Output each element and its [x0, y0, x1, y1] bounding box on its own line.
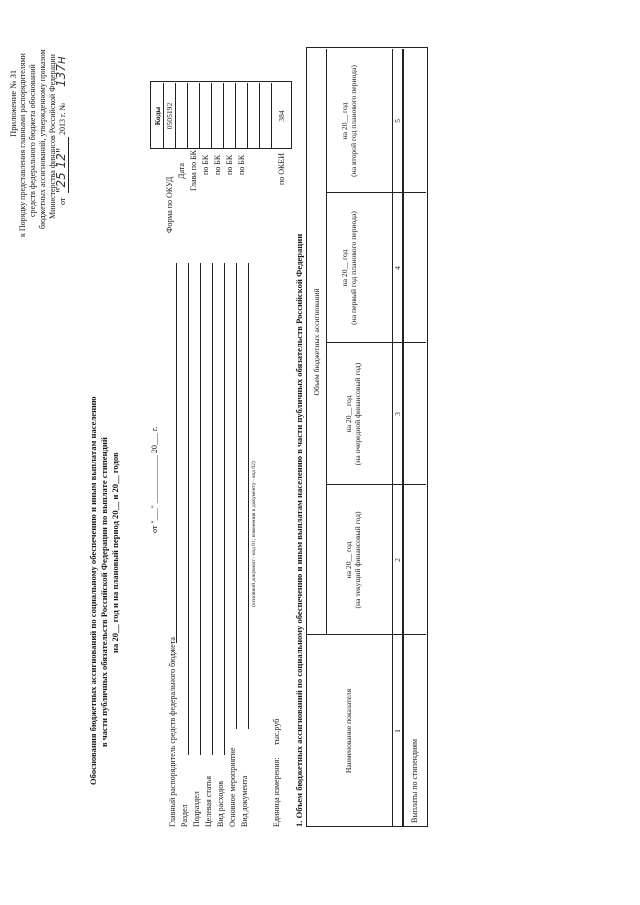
- code-label-bk: по БК: [225, 154, 234, 175]
- code-label-okei: по ОКЕИ: [277, 152, 286, 185]
- order-number-handwritten: 137н: [54, 56, 68, 87]
- appendix-line: средств федерального бюджета обоснований: [28, 64, 37, 217]
- label-expense-type: Вид расходов: [216, 781, 225, 827]
- appendix-line: бюджетных ассигнований, утвержденному приказом: [38, 49, 47, 229]
- table-col-line: [306, 634, 426, 635]
- col-header-line2: (на очередной финансовый год): [353, 362, 362, 466]
- code-label-bk: по БК: [201, 154, 210, 175]
- col-header-line2: (на текущий финансовый год): [353, 511, 362, 609]
- order-year: 2013 г. №: [58, 102, 67, 135]
- group-header: Объем бюджетных ассигнований: [312, 288, 321, 396]
- code-label-bk: по БК: [213, 154, 222, 175]
- document-title: Обоснования бюджетных ассигнований по социальному обеспечению и иным выплатам населению: [88, 396, 98, 785]
- codes-row-line: [223, 83, 224, 149]
- col-number: 2: [393, 558, 402, 562]
- col-number: 3: [393, 412, 402, 416]
- appendix-line: к Порядку представления главными распорядителями: [18, 53, 27, 237]
- table-col-line: [326, 342, 426, 343]
- codes-row-line: [199, 83, 200, 149]
- table-col-line: [326, 192, 426, 193]
- section1-title: 1. Объем бюджетных ассигнований по социальному обеспечению и иным выплатам населению в части публичных обязательств Российской Федерации: [294, 233, 304, 827]
- document-title-line2: в части публичных обязательств Российской Федерации по выплате стипендий: [99, 437, 109, 747]
- document-type-note: (основной документ - код 01; изменения к документу - код 02): [251, 461, 257, 607]
- codes-divider: [163, 83, 164, 149]
- col-header-line2: (на первый год планового периода): [349, 211, 358, 325]
- code-value-okei: 384: [277, 110, 286, 122]
- appendix-line: Министерства финансов Российской Федерации: [48, 54, 57, 219]
- field-line: [176, 263, 177, 643]
- field-line: [200, 263, 201, 755]
- codes-row-line: [235, 83, 236, 149]
- codes-row-line: [271, 83, 272, 149]
- field-line: [236, 263, 237, 729]
- label-section: Раздел: [180, 804, 189, 827]
- field-line: [248, 263, 249, 729]
- table-group-line: [326, 49, 327, 635]
- codes-row-line: [187, 83, 188, 149]
- col-header-current-year: [344, 487, 362, 633]
- code-value-okud: 0505192: [165, 102, 174, 130]
- codes-row-line: [211, 83, 212, 149]
- label-main-event: Основное мероприятие: [228, 747, 237, 827]
- label-target-article: Целевая статья: [204, 775, 213, 827]
- codes-row-line: [247, 83, 248, 149]
- col-header-plan-year1: [340, 195, 358, 341]
- col-header-line1: на 20__ год: [340, 249, 349, 287]
- codes-row-line: [175, 83, 176, 149]
- col-number: 1: [393, 729, 402, 733]
- col-header-line1: на 20__ год: [344, 541, 353, 579]
- label-subsection: Подраздел: [192, 791, 201, 827]
- document-title-line3: на 20__ год и на плановый период 20__ и 20__ годов: [110, 452, 120, 653]
- label-document-type: Вид документа: [240, 775, 249, 827]
- col-header-plan-year2: [340, 51, 358, 191]
- table-col-line: [326, 484, 426, 485]
- codes-row-line: [259, 83, 260, 149]
- order-date-handwritten: "25 12": [54, 147, 68, 193]
- field-line: [224, 263, 225, 755]
- unit-value: тыс.руб: [272, 718, 281, 745]
- code-label-date: Дата: [177, 163, 186, 179]
- code-label-okud: Форма по ОКУД: [165, 176, 174, 233]
- col-number: 5: [393, 119, 402, 123]
- unit-label: Единица измерения:: [272, 757, 281, 827]
- field-line: [212, 263, 213, 755]
- col-number: 4: [393, 266, 402, 270]
- col-header-next-year: [344, 345, 362, 483]
- col-header-line1: на 20__ год: [340, 102, 349, 140]
- order-date-underline: [68, 137, 69, 193]
- order-prefix: от: [58, 197, 67, 205]
- appendix-title: Приложение № 31: [8, 69, 18, 137]
- table-number-line: [402, 49, 404, 827]
- label-main-distributor: Главный распорядитель средств федерального бюджета: [168, 637, 177, 827]
- codes-header: Коды: [153, 106, 162, 126]
- document-date-line: от "___" ____________ 20___ г.: [150, 426, 159, 533]
- code-label-bk: по БК: [237, 154, 246, 175]
- code-label-glava: Глава по БК: [189, 150, 198, 191]
- field-line: [188, 263, 189, 755]
- main-table: [306, 47, 428, 827]
- col-name-header: Наименование показателя: [344, 688, 353, 774]
- col-header-line1: на 20__ год: [344, 395, 353, 433]
- col-header-line2: (на второй год планового периода): [349, 65, 358, 177]
- row-label-stipends: Выплаты по стипендиям: [410, 738, 419, 823]
